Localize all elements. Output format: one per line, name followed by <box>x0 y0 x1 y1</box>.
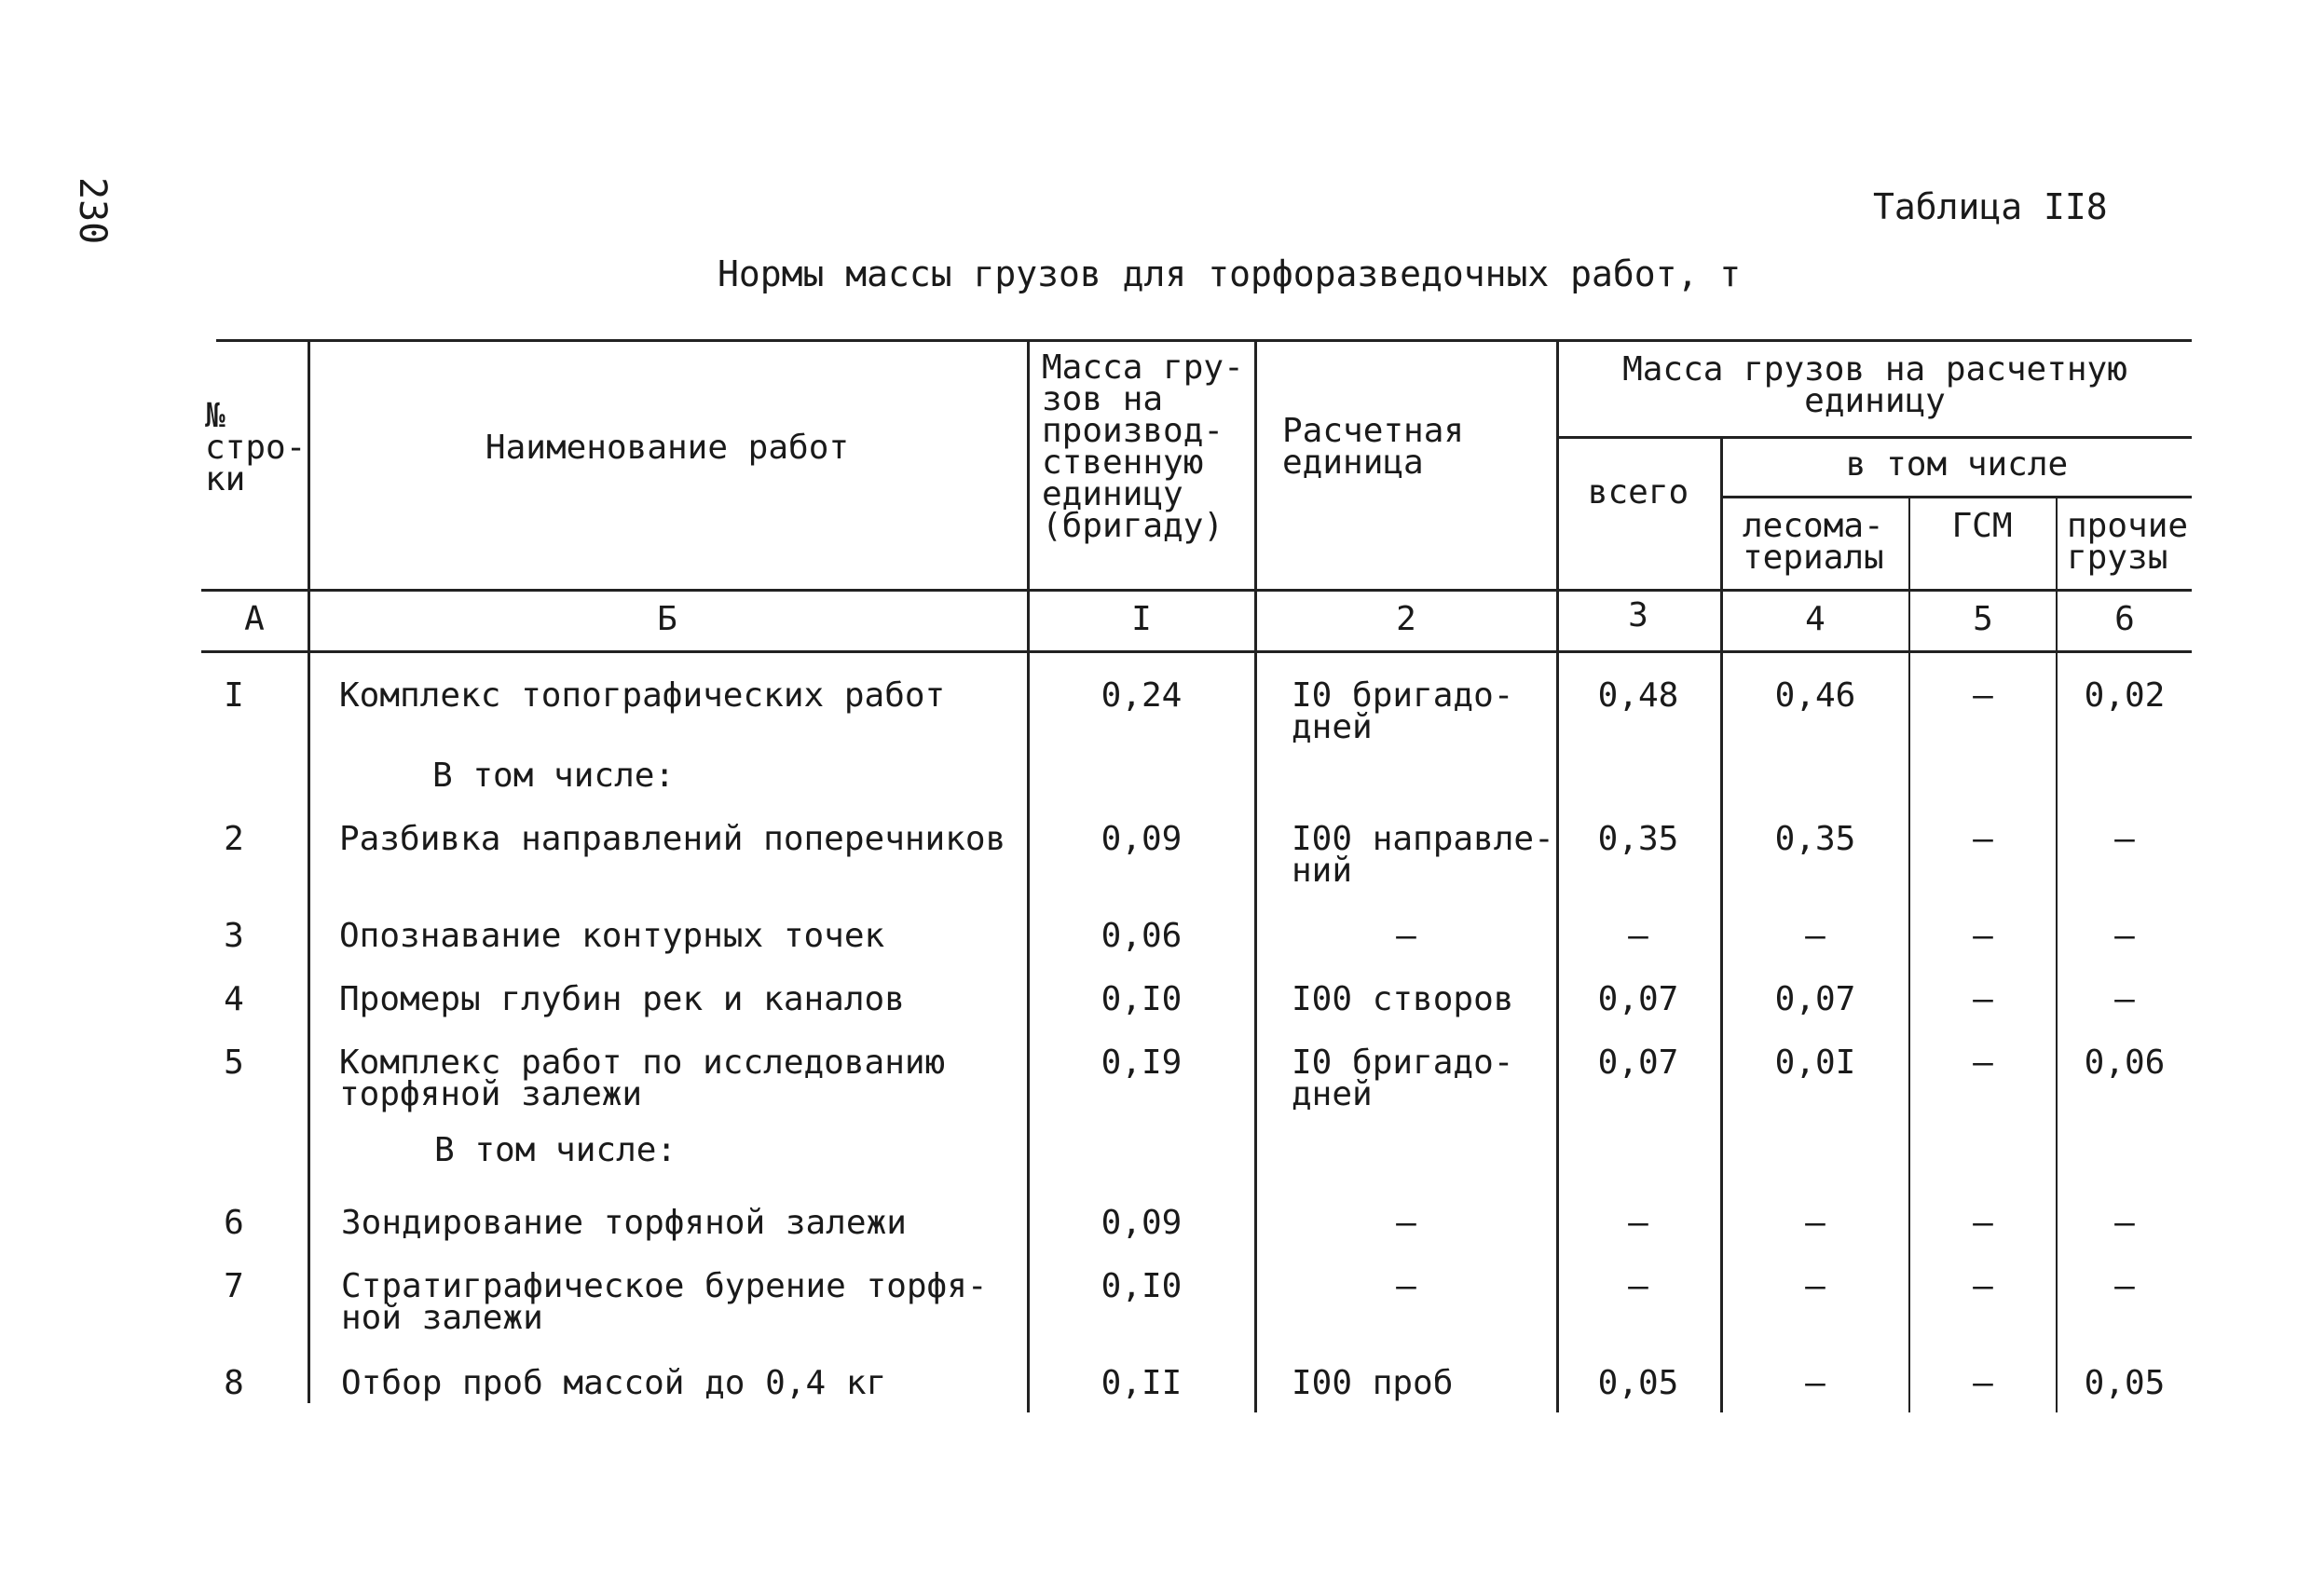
mass-total: 0,07 <box>1597 1044 1679 1082</box>
mass-total: – <box>1628 917 1648 955</box>
work-name: Стратиграфическое бурение торфя- ной залежи <box>341 1267 988 1337</box>
subheading-including: В том числе: <box>434 1131 677 1169</box>
header-bottom-border <box>201 589 2192 592</box>
mass-other: – <box>2114 1267 2135 1305</box>
work-name: Зондирование торфяной залежи <box>341 1204 907 1242</box>
header-calculation-unit: Расчетная единица <box>1282 412 1465 482</box>
index-row-bottom-border <box>201 650 2192 653</box>
calculation-unit: – <box>1396 1204 1416 1242</box>
mass-other: 0,06 <box>2084 1044 2166 1082</box>
mass-fuel: – <box>1973 980 1993 1018</box>
calculation-unit: I0 бригадо- дней <box>1292 676 1514 746</box>
work-name: Опознавание контурных точек <box>339 917 885 955</box>
index-cell: 4 <box>1805 600 1826 638</box>
mass-per-production-unit: 0,I0 <box>1101 1267 1183 1305</box>
mass-per-production-unit: 0,09 <box>1101 1204 1183 1242</box>
mass-total: 0,35 <box>1597 820 1679 858</box>
calculation-unit: I0 бригадо- дней <box>1292 1044 1514 1113</box>
mass-timber: – <box>1805 917 1826 955</box>
mass-fuel: – <box>1973 1204 1993 1242</box>
row-number: 7 <box>224 1267 244 1305</box>
index-cell: А <box>244 600 265 638</box>
calculation-unit: I00 направле- ний <box>1292 820 1554 890</box>
index-cell: 6 <box>2114 600 2135 638</box>
mass-total: – <box>1628 1204 1648 1242</box>
calculation-unit: I00 проб <box>1292 1364 1454 1402</box>
index-cell: 5 <box>1973 600 1993 638</box>
table-top-border <box>216 339 2192 342</box>
header-timber: лесома- териалы <box>1743 507 1884 577</box>
mass-total: 0,48 <box>1597 676 1679 715</box>
subheading-including: В том числе: <box>432 757 676 795</box>
mass-other: 0,02 <box>2084 676 2166 715</box>
col-divider-3 <box>1254 339 1257 1412</box>
row-number: I <box>224 676 244 715</box>
mass-per-production-unit: 0,06 <box>1101 917 1183 955</box>
document-title: Нормы массы грузов для торфоразведочных работ, т <box>718 253 1742 294</box>
mass-timber: 0,46 <box>1774 676 1856 715</box>
index-cell: 3 <box>1628 596 1648 634</box>
row-number: 5 <box>224 1044 244 1082</box>
mass-total: 0,05 <box>1597 1364 1679 1402</box>
row-number: 8 <box>224 1364 244 1402</box>
row-number: 6 <box>224 1204 244 1242</box>
header-total: всего <box>1587 473 1689 512</box>
mass-other: 0,05 <box>2084 1364 2166 1402</box>
header-work-name: Наименование работ <box>485 429 850 467</box>
mass-total: 0,07 <box>1597 980 1679 1018</box>
mass-timber: 0,07 <box>1774 980 1856 1018</box>
col-divider-2 <box>1027 339 1030 1412</box>
header-other-cargo: прочие грузы <box>2067 507 2189 577</box>
index-cell: Б <box>657 600 677 638</box>
mass-timber: – <box>1805 1267 1826 1305</box>
mass-per-production-unit: 0,09 <box>1101 820 1183 858</box>
header-including: в том числе <box>1845 445 2069 484</box>
mass-total: – <box>1628 1267 1648 1305</box>
index-cell: I <box>1131 600 1152 638</box>
work-name: Разбивка направлений поперечников <box>339 820 1006 858</box>
mass-other: – <box>2114 917 2135 955</box>
page-number: 230 <box>71 177 114 245</box>
calculation-unit: – <box>1396 917 1416 955</box>
row-number: 3 <box>224 917 244 955</box>
mass-fuel: – <box>1973 820 1993 858</box>
work-name: Промеры глубин рек и каналов <box>339 980 905 1018</box>
mass-fuel: – <box>1973 1267 1993 1305</box>
calculation-unit: – <box>1396 1267 1416 1305</box>
mass-per-production-unit: 0,I0 <box>1101 980 1183 1018</box>
col-divider-1 <box>308 339 310 1403</box>
mass-per-production-unit: 0,II <box>1101 1364 1183 1402</box>
header-mass-per-calculation-unit: Масса грузов на расчетную единицу <box>1622 350 2127 420</box>
mass-per-production-unit: 0,24 <box>1101 676 1183 715</box>
header-divider-mass <box>1556 436 2192 439</box>
row-number: 2 <box>224 820 244 858</box>
mass-other: – <box>2114 820 2135 858</box>
work-name: Комплекс топографических работ <box>339 676 946 715</box>
mass-fuel: – <box>1973 676 1993 715</box>
calculation-unit: I00 створов <box>1292 980 1514 1018</box>
header-fuel: ГСМ <box>1951 507 2013 545</box>
work-name: Отбор проб массой до 0,4 кг <box>341 1364 887 1402</box>
mass-per-production-unit: 0,I9 <box>1101 1044 1183 1082</box>
header-row-number: № стро- ки <box>205 397 307 498</box>
mass-fuel: – <box>1973 1364 1993 1402</box>
table-label: Таблица II8 <box>1873 186 2108 227</box>
mass-fuel: – <box>1973 1044 1993 1082</box>
header-divider-including <box>1720 496 2192 498</box>
row-number: 4 <box>224 980 244 1018</box>
work-name: Комплекс работ по исследованию торфяной залежи <box>339 1044 946 1113</box>
header-mass-per-production-unit: Масса гру- зов на производ- ственную единицу (бригаду) <box>1042 348 1244 545</box>
mass-other: – <box>2114 980 2135 1018</box>
mass-timber: 0,0I <box>1774 1044 1856 1082</box>
mass-timber: – <box>1805 1364 1826 1402</box>
mass-timber: – <box>1805 1204 1826 1242</box>
mass-timber: 0,35 <box>1774 820 1856 858</box>
index-cell: 2 <box>1396 600 1416 638</box>
mass-other: – <box>2114 1204 2135 1242</box>
mass-fuel: – <box>1973 917 1993 955</box>
